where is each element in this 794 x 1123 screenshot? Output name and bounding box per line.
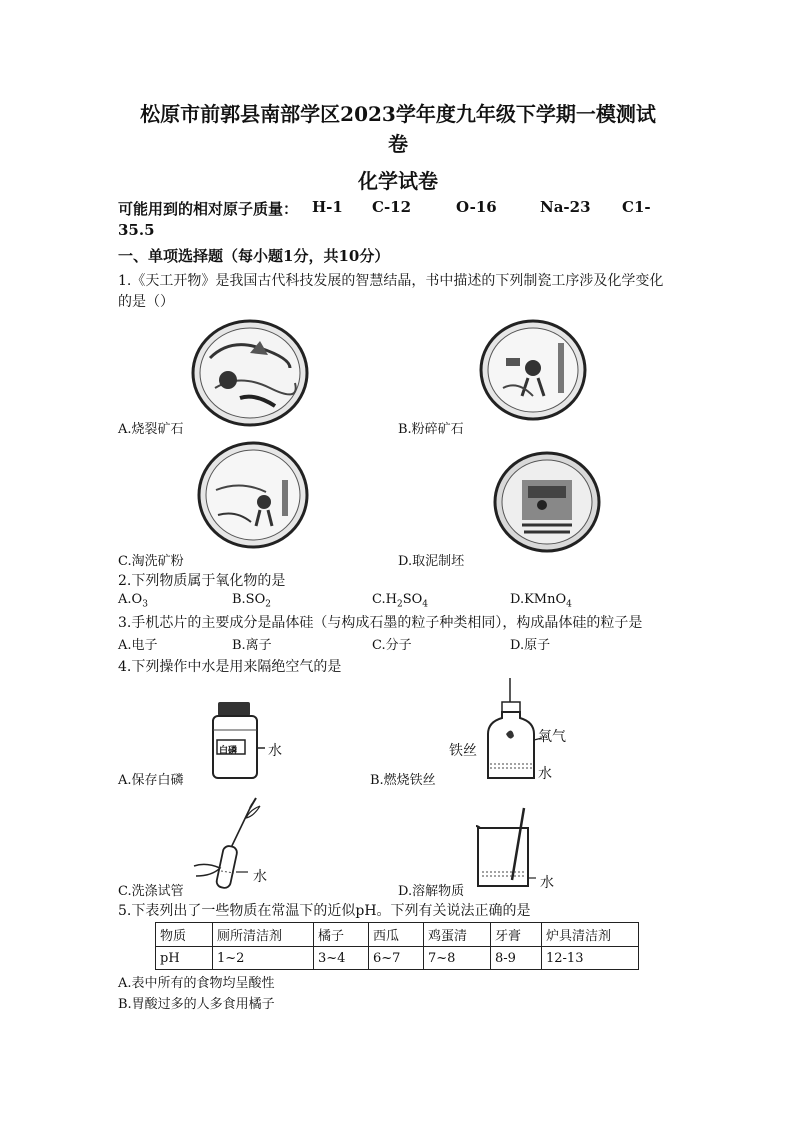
- table-cell: 12-13: [542, 947, 639, 970]
- q4-option-c: C.洗涤试管: [118, 884, 184, 899]
- atomic-mass-cl: C1-: [622, 198, 651, 216]
- table-cell: pH: [156, 947, 213, 970]
- table-cell: 鸡蛋清: [424, 923, 491, 947]
- q4-image-d-beaker: [474, 806, 540, 892]
- q5-option-b: B.胃酸过多的人多食用橘子: [118, 997, 275, 1012]
- exam-subtitle: 化学试卷: [358, 169, 438, 193]
- q1-image-a-engraving: [190, 318, 310, 428]
- q3-stem: 3.手机芯片的主要成分是晶体硅（与构成石墨的粒子种类相同），构成晶体硅的粒子是: [118, 615, 643, 631]
- q1-option-a: A.烧裂矿石: [118, 422, 184, 437]
- atomic-mass-h: H-1: [312, 198, 343, 216]
- q3-option-c: C.分子: [372, 638, 412, 653]
- q2-option-a: $A.O_3$: [118, 592, 148, 610]
- q1-image-b-engraving: [478, 318, 588, 423]
- table-row: [156, 947, 639, 970]
- table-cell: 炉具清洁剂: [542, 923, 639, 947]
- q4-stem: 4.下列操作中水是用来隔绝空气的是: [118, 659, 342, 675]
- q2-option-b: $B.SO_2$: [232, 592, 271, 610]
- q4-label-white-phosphorus: 白磷: [219, 746, 238, 756]
- q4-label-iron-wire: 铁丝: [449, 743, 477, 759]
- table-cell: 7~8: [424, 947, 491, 970]
- table-cell: 6~7: [369, 947, 424, 970]
- q5-stem: 5.下表列出了一些物质在常温下的近似pH。下列有关说法正确的是: [118, 903, 531, 919]
- ph-table: [155, 922, 639, 970]
- table-cell: 1~2: [213, 947, 314, 970]
- table-cell: 物质: [156, 923, 213, 947]
- atomic-mass-label: 可能用到的相对原子质量：: [118, 200, 299, 218]
- q4-label-oxygen: 氧气: [538, 729, 566, 745]
- table-row: [156, 923, 639, 947]
- section-heading: 一、单项选择题（每小题1分，共10分）: [118, 247, 390, 265]
- q2-option-c: $C.H_2SO_4$: [372, 592, 428, 610]
- q4-label-water-b: 水: [538, 766, 552, 782]
- q4-option-b: B.燃烧铁丝: [370, 773, 436, 788]
- q5-option-a: A.表中所有的食物均呈酸性: [118, 976, 275, 991]
- atomic-mass-o: O-16: [456, 198, 497, 216]
- q3-option-d: D.原子: [510, 638, 551, 653]
- q2-stem: 2.下列物质属于氧化物的是: [118, 573, 286, 589]
- q4-option-a: A.保存白磷: [118, 773, 184, 788]
- exam-title-line2: 卷: [388, 132, 408, 156]
- q4-label-water-c: 水: [253, 869, 267, 885]
- atomic-mass-na: Na-23: [540, 198, 591, 216]
- table-cell: 8-9: [491, 947, 542, 970]
- table-cell: 3~4: [314, 947, 369, 970]
- q4-label-water-d: 水: [540, 875, 554, 891]
- q1-option-c: C.淘洗矿粉: [118, 554, 184, 569]
- q3-option-a: A.电子: [118, 638, 158, 653]
- q1-image-c-engraving: [196, 440, 311, 550]
- q1-option-d: D.取泥制坯: [398, 554, 465, 569]
- q1-image-d-engraving: [492, 450, 602, 555]
- q4-label-water-a: 水: [268, 743, 282, 759]
- table-cell: 橘子: [314, 923, 369, 947]
- q1-option-b: B.粉碎矿石: [398, 422, 464, 437]
- q3-option-b: B.离子: [232, 638, 272, 653]
- table-cell: 西瓜: [369, 923, 424, 947]
- exam-title-line1: 松原市前郭县南部学区2023学年度九年级下学期一模测试: [140, 102, 656, 126]
- table-cell: 牙膏: [491, 923, 542, 947]
- table-cell: 厕所清洁剂: [213, 923, 314, 947]
- atomic-mass-c: C-12: [372, 198, 412, 216]
- q2-option-d: D.KMnO$_4$: [510, 592, 572, 610]
- q1-stem-line2: 的是（）: [118, 294, 174, 310]
- q4-option-d: D.溶解物质: [398, 884, 465, 899]
- q1-stem-line1: 1.《天工开物》是我国古代科技发展的智慧结晶，书中描述的下列制瓷工序涉及化学变化: [118, 273, 664, 289]
- atomic-mass-cl-cont: 35.5: [118, 221, 155, 239]
- q4-image-a-jar: [205, 700, 265, 782]
